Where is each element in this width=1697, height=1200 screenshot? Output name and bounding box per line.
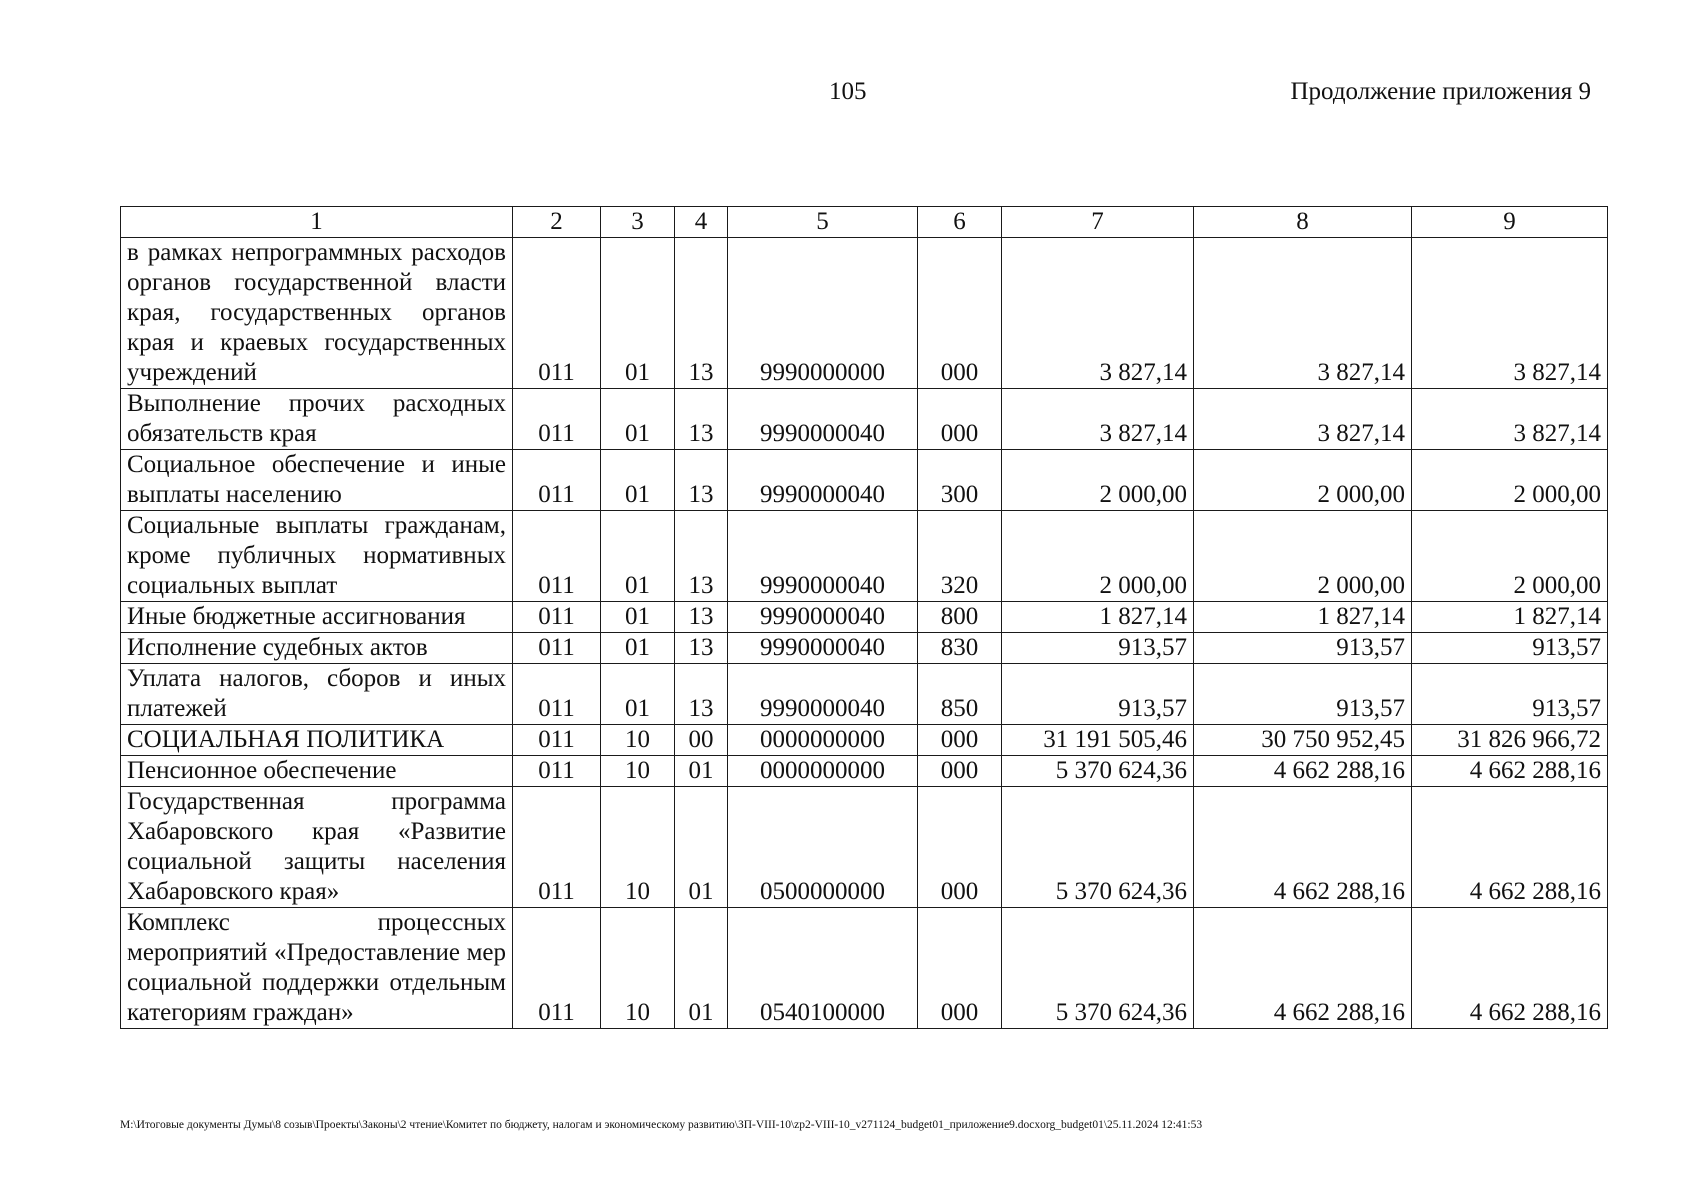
expense-name-cell: Исполнение судебных актов — [121, 633, 513, 664]
budget-table — [120, 206, 1608, 1029]
amount-col8-cell: 2 000,00 — [1194, 511, 1412, 602]
expense-type-cell: 000 — [918, 787, 1002, 908]
expense-name-cell: СОЦИАЛЬНАЯ ПОЛИТИКА — [121, 725, 513, 756]
table-row — [121, 238, 1608, 389]
amount-col9-cell: 4 662 288,16 — [1412, 756, 1608, 787]
amount-col9-cell: 2 000,00 — [1412, 450, 1608, 511]
section-code-cell: 01 — [601, 450, 675, 511]
amount-col8-cell: 913,57 — [1194, 664, 1412, 725]
subsection-code-cell: 01 — [675, 787, 728, 908]
amount-col9-cell: 31 826 966,72 — [1412, 725, 1608, 756]
section-code-cell: 01 — [601, 511, 675, 602]
subsection-code-cell: 13 — [675, 238, 728, 389]
ministry-code-cell: 011 — [513, 725, 601, 756]
subsection-code-cell: 01 — [675, 908, 728, 1029]
amount-col9-cell: 4 662 288,16 — [1412, 908, 1608, 1029]
target-article-cell: 0000000000 — [728, 756, 918, 787]
amount-col8-cell: 4 662 288,16 — [1194, 787, 1412, 908]
ministry-code-cell: 011 — [513, 450, 601, 511]
ministry-code-cell: 011 — [513, 756, 601, 787]
amount-col9-cell: 2 000,00 — [1412, 511, 1608, 602]
section-code-cell: 01 — [601, 633, 675, 664]
table-row — [121, 602, 1608, 633]
amount-col7-cell: 5 370 624,36 — [1002, 908, 1194, 1029]
column-header: 9 — [1412, 207, 1608, 238]
subsection-code-cell: 00 — [675, 725, 728, 756]
subsection-code-cell: 13 — [675, 511, 728, 602]
amount-col7-cell: 3 827,14 — [1002, 238, 1194, 389]
amount-col8-cell: 3 827,14 — [1194, 238, 1412, 389]
table-row — [121, 450, 1608, 511]
expense-name-cell: Иные бюджетные ассигнования — [121, 602, 513, 633]
table-header-row — [121, 207, 1608, 238]
ministry-code-cell: 011 — [513, 602, 601, 633]
expense-type-cell: 000 — [918, 389, 1002, 450]
ministry-code-cell: 011 — [513, 238, 601, 389]
table-row — [121, 664, 1608, 725]
column-header: 5 — [728, 207, 918, 238]
table-row — [121, 511, 1608, 602]
expense-type-cell: 320 — [918, 511, 1002, 602]
target-article-cell: 0540100000 — [728, 908, 918, 1029]
table-body — [121, 238, 1608, 1029]
target-article-cell: 9990000040 — [728, 450, 918, 511]
amount-col7-cell: 913,57 — [1002, 664, 1194, 725]
table-row — [121, 787, 1608, 908]
expense-type-cell: 850 — [918, 664, 1002, 725]
table-row — [121, 389, 1608, 450]
ministry-code-cell: 011 — [513, 511, 601, 602]
column-header: 6 — [918, 207, 1002, 238]
ministry-code-cell: 011 — [513, 787, 601, 908]
column-header: 7 — [1002, 207, 1194, 238]
ministry-code-cell: 011 — [513, 389, 601, 450]
ministry-code-cell: 011 — [513, 664, 601, 725]
ministry-code-cell: 011 — [513, 908, 601, 1029]
amount-col8-cell: 4 662 288,16 — [1194, 756, 1412, 787]
expense-type-cell: 800 — [918, 602, 1002, 633]
expense-type-cell: 000 — [918, 238, 1002, 389]
expense-name-cell: Пенсионное обеспечение — [121, 756, 513, 787]
page-number: 105 — [829, 78, 867, 105]
column-header: 3 — [601, 207, 675, 238]
section-code-cell: 10 — [601, 725, 675, 756]
amount-col7-cell: 3 827,14 — [1002, 389, 1194, 450]
amount-col7-cell: 1 827,14 — [1002, 602, 1194, 633]
target-article-cell: 9990000040 — [728, 602, 918, 633]
target-article-cell: 0500000000 — [728, 787, 918, 908]
amount-col8-cell: 913,57 — [1194, 633, 1412, 664]
subsection-code-cell: 13 — [675, 389, 728, 450]
expense-name-cell: Уплата налогов, сборов и иных платежей — [121, 664, 513, 725]
expense-type-cell: 300 — [918, 450, 1002, 511]
subsection-code-cell: 13 — [675, 633, 728, 664]
expense-type-cell: 830 — [918, 633, 1002, 664]
expense-name-cell: Выполнение прочих расходных обязательств края — [121, 389, 513, 450]
section-code-cell: 01 — [601, 389, 675, 450]
amount-col9-cell: 913,57 — [1412, 664, 1608, 725]
amount-col8-cell: 2 000,00 — [1194, 450, 1412, 511]
amount-col7-cell: 5 370 624,36 — [1002, 756, 1194, 787]
target-article-cell: 9990000040 — [728, 389, 918, 450]
section-code-cell: 01 — [601, 602, 675, 633]
table-row — [121, 908, 1608, 1029]
ministry-code-cell: 011 — [513, 633, 601, 664]
target-article-cell: 9990000040 — [728, 511, 918, 602]
amount-col8-cell: 30 750 952,45 — [1194, 725, 1412, 756]
expense-name-cell: Комплекс процессных мероприятий «Предоставление мер социальной поддержки отдельным категориям граждан» — [121, 908, 513, 1029]
amount-col8-cell: 3 827,14 — [1194, 389, 1412, 450]
subsection-code-cell: 13 — [675, 450, 728, 511]
subsection-code-cell: 01 — [675, 756, 728, 787]
section-code-cell: 10 — [601, 787, 675, 908]
column-header: 1 — [121, 207, 513, 238]
target-article-cell: 9990000040 — [728, 633, 918, 664]
column-header: 2 — [513, 207, 601, 238]
expense-type-cell: 000 — [918, 725, 1002, 756]
amount-col9-cell: 1 827,14 — [1412, 602, 1608, 633]
column-header: 4 — [675, 207, 728, 238]
amount-col7-cell: 5 370 624,36 — [1002, 787, 1194, 908]
amount-col8-cell: 1 827,14 — [1194, 602, 1412, 633]
amount-col7-cell: 31 191 505,46 — [1002, 725, 1194, 756]
amount-col9-cell: 3 827,14 — [1412, 389, 1608, 450]
amount-col9-cell: 4 662 288,16 — [1412, 787, 1608, 908]
section-code-cell: 01 — [601, 238, 675, 389]
subsection-code-cell: 13 — [675, 602, 728, 633]
table-row — [121, 756, 1608, 787]
target-article-cell: 9990000040 — [728, 664, 918, 725]
expense-type-cell: 000 — [918, 756, 1002, 787]
amount-col7-cell: 2 000,00 — [1002, 511, 1194, 602]
amount-col8-cell: 4 662 288,16 — [1194, 908, 1412, 1029]
table-row — [121, 633, 1608, 664]
amount-col7-cell: 913,57 — [1002, 633, 1194, 664]
section-code-cell: 10 — [601, 756, 675, 787]
expense-type-cell: 000 — [918, 908, 1002, 1029]
expense-name-cell: Социальное обеспечение и иные выплаты населению — [121, 450, 513, 511]
target-article-cell: 0000000000 — [728, 725, 918, 756]
amount-col9-cell: 3 827,14 — [1412, 238, 1608, 389]
appendix-title: Продолжение приложения 9 — [1290, 78, 1591, 105]
column-header: 8 — [1194, 207, 1412, 238]
expense-name-cell: Государственная программа Хабаровского края «Развитие социальной защиты населения Хабаровского края» — [121, 787, 513, 908]
expense-name-cell: в рамках непрограммных расходов органов государственной власти края, государственных органов края и краевых государственных учреждений — [121, 238, 513, 389]
expense-name-cell: Социальные выплаты гражданам, кроме публичных нормативных социальных выплат — [121, 511, 513, 602]
target-article-cell: 9990000000 — [728, 238, 918, 389]
footer-file-path: М:\Итоговые документы Думы\8 созыв\Проекты\Законы\2 чтение\Комитет по бюджету, налогам и экономическому развитию\ЗП-VIII-10\zp2-VIII-10_v271124_budget01_приложение9.docxorg_budget01\25.11.2024 12:41:53 — [120, 1119, 1203, 1131]
subsection-code-cell: 13 — [675, 664, 728, 725]
table-row — [121, 725, 1608, 756]
section-code-cell: 10 — [601, 908, 675, 1029]
amount-col7-cell: 2 000,00 — [1002, 450, 1194, 511]
section-code-cell: 01 — [601, 664, 675, 725]
amount-col9-cell: 913,57 — [1412, 633, 1608, 664]
